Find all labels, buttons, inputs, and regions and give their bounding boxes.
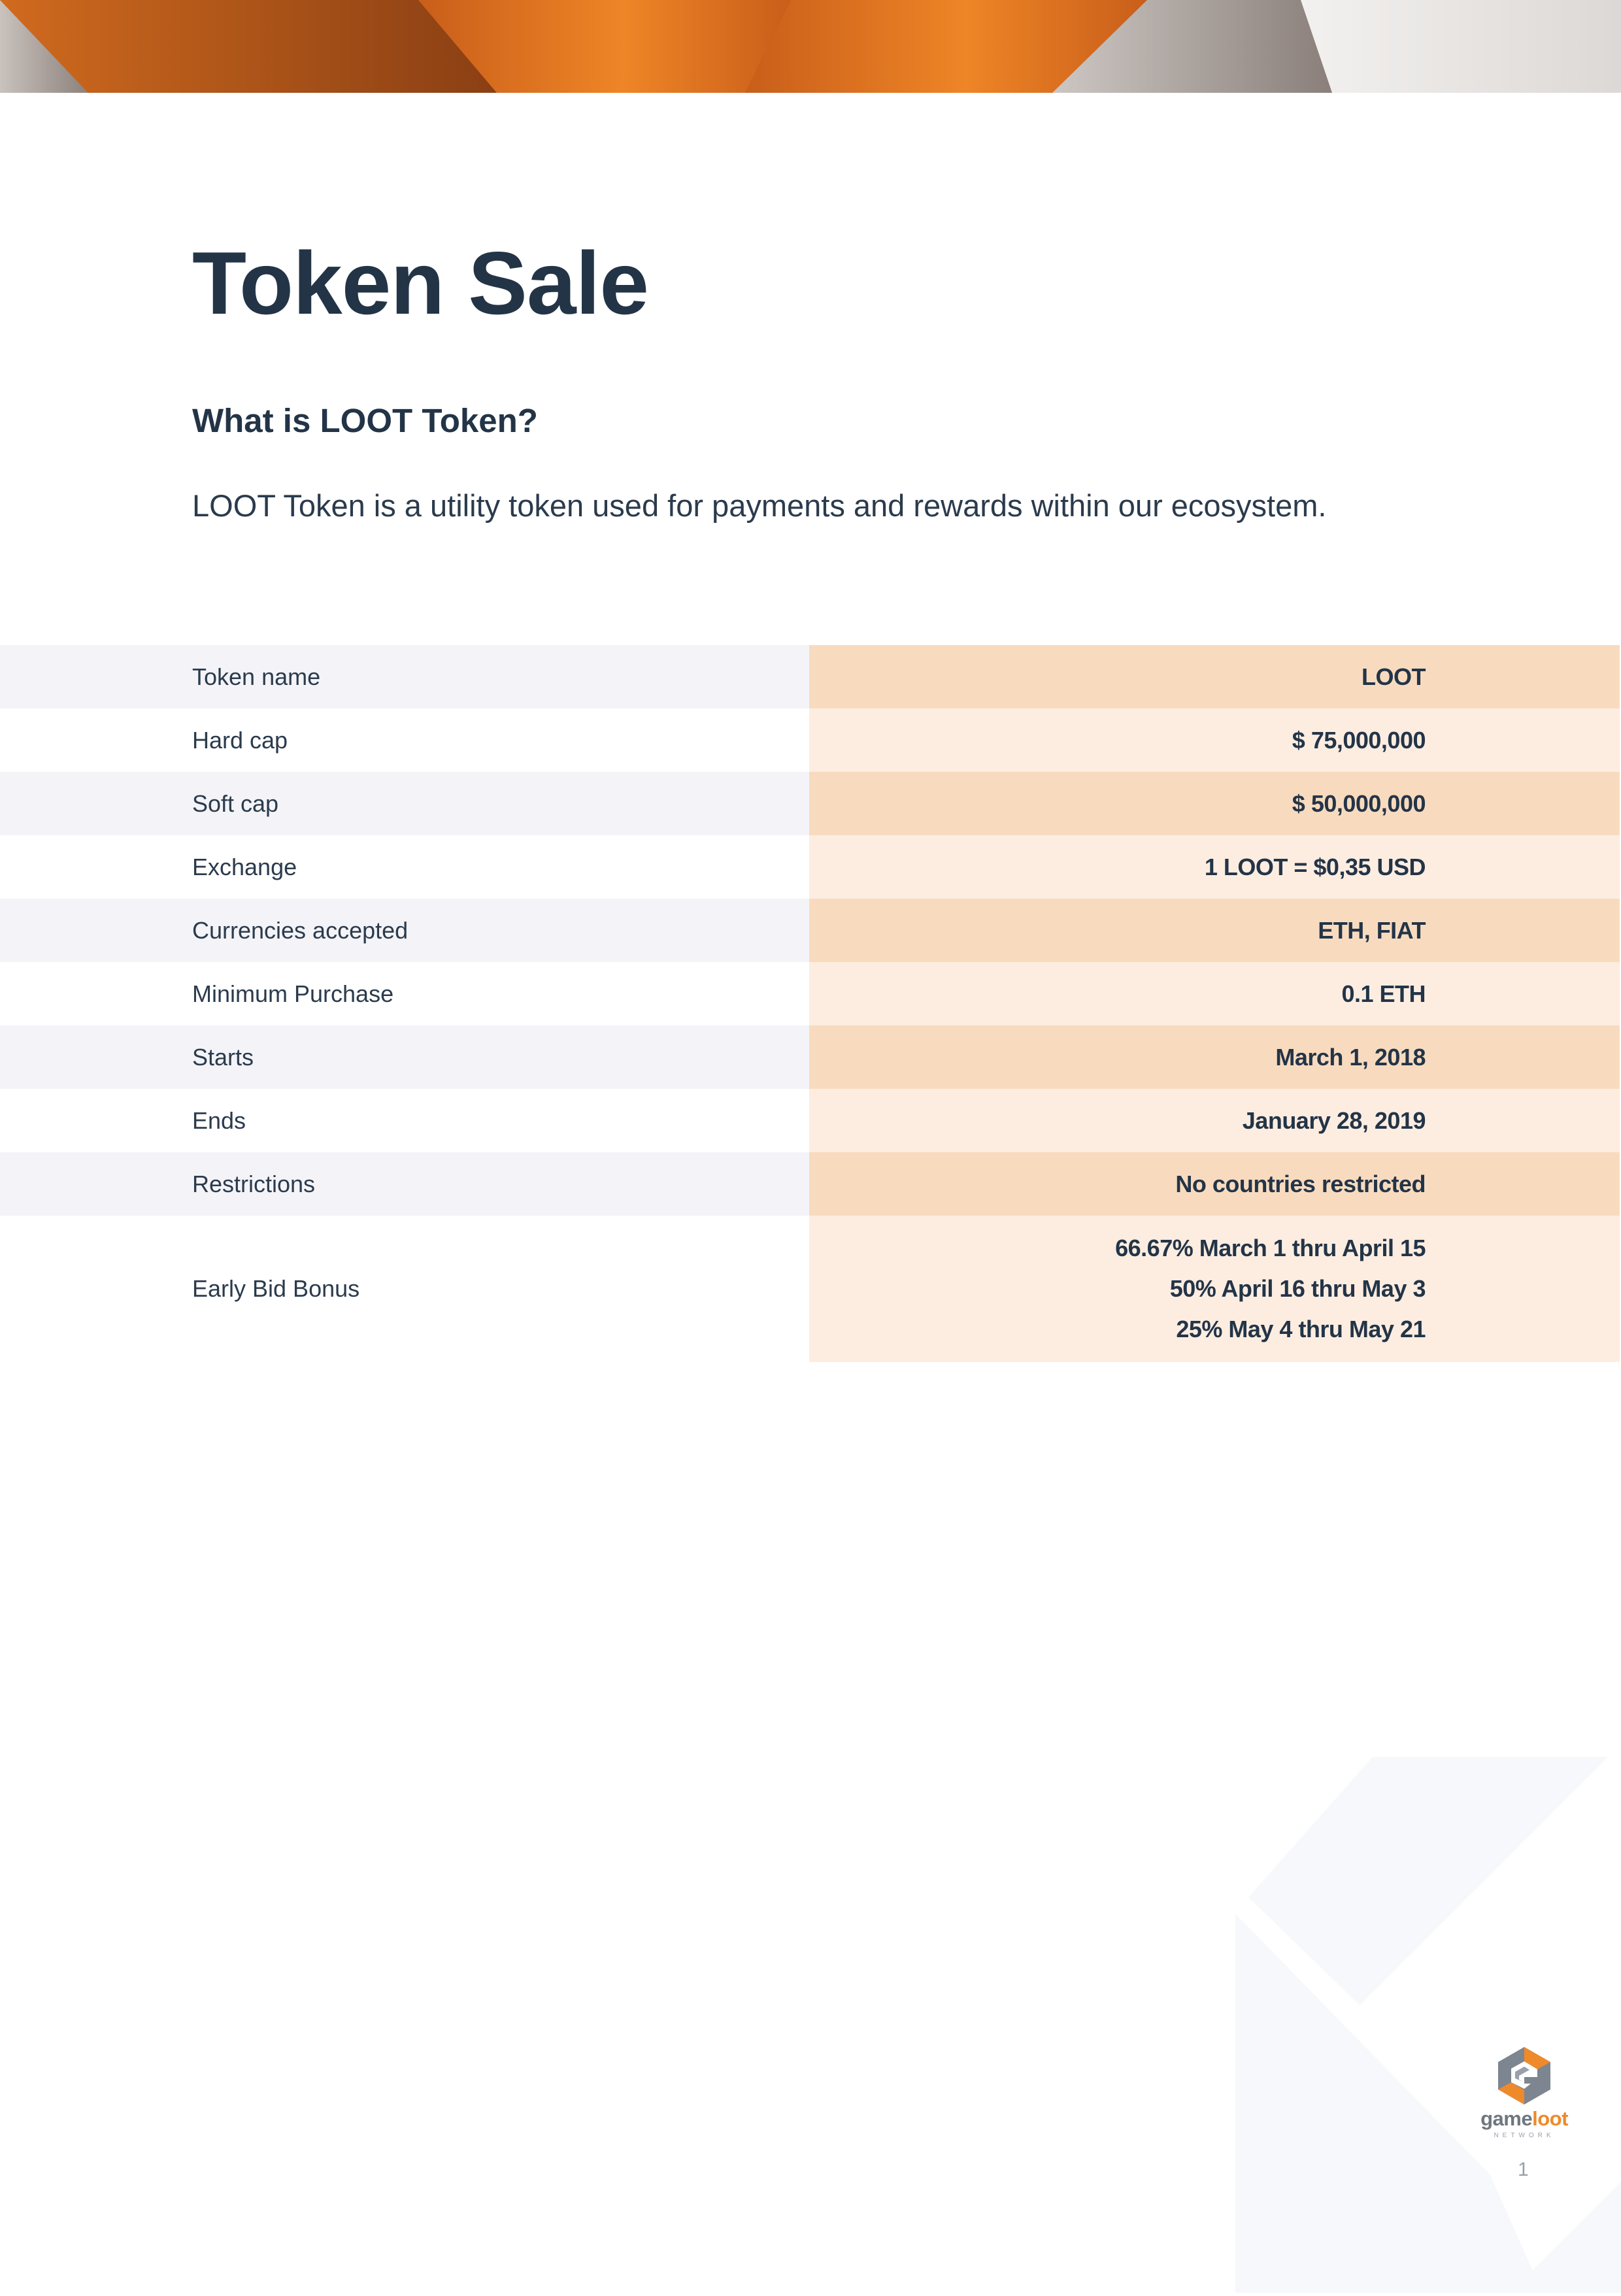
page-title: Token Sale [192,233,648,333]
gameloot-logo [1472,2046,1577,2139]
table-row [0,1025,1620,1089]
bonus-line: 66.67% March 1 thru April 15 [1115,1235,1426,1261]
bonus-line: 25% May 4 thru May 21 [1176,1316,1426,1342]
row-value-exchange: 1 LOOT = $0,35 USD [809,835,1620,899]
table-row [0,772,1620,835]
background-shapes-graphic [1216,1757,1621,2293]
row-label-ends: Ends [0,1089,809,1152]
row-label-token-name: Token name [0,645,809,708]
section-heading: What is LOOT Token? [192,402,538,439]
row-label-soft-cap: Soft cap [0,772,809,835]
table-row [0,1216,1620,1362]
background-decoration [1216,1757,1621,2293]
row-label-hard-cap: Hard cap [0,708,809,772]
table-row [0,645,1620,708]
table-row [0,1152,1620,1216]
row-label-restrictions: Restrictions [0,1152,809,1216]
bonus-line: 50% April 16 thru May 3 [1169,1275,1426,1302]
row-label-starts: Starts [0,1025,809,1089]
row-value-early-bid-bonus [809,1216,1620,1362]
gameloot-logo-icon [1493,2046,1556,2106]
table-row [0,708,1620,772]
logo-subtitle: NETWORK [1494,2132,1555,2139]
table-row [0,835,1620,899]
row-value-hard-cap: $ 75,000,000 [809,708,1620,772]
logo-wordmark [1472,2107,1577,2131]
row-label-currencies: Currencies accepted [0,899,809,962]
header-banner-graphic [0,0,1621,93]
row-label-early-bid-bonus: Early Bid Bonus [0,1216,809,1362]
row-value-currencies: ETH, FIAT [809,899,1620,962]
row-label-minimum-purchase: Minimum Purchase [0,962,809,1025]
row-value-token-name: LOOT [809,645,1620,708]
row-label-exchange: Exchange [0,835,809,899]
intro-text: LOOT Token is a utility token used for payments and rewards within our ecosystem. [192,488,1327,523]
row-value-soft-cap: $ 50,000,000 [809,772,1620,835]
row-value-ends: January 28, 2019 [809,1089,1620,1152]
token-sale-table [0,645,1620,1362]
page-number: 1 [1518,2159,1529,2180]
table-row [0,962,1620,1025]
row-value-restrictions: No countries restricted [809,1152,1620,1216]
logo-word-loot: loot [1532,2107,1568,2130]
table-row [0,899,1620,962]
table-row [0,1089,1620,1152]
logo-word-game: game [1480,2107,1533,2130]
header-banner [0,0,1621,93]
row-value-starts: March 1, 2018 [809,1025,1620,1089]
row-value-minimum-purchase: 0.1 ETH [809,962,1620,1025]
